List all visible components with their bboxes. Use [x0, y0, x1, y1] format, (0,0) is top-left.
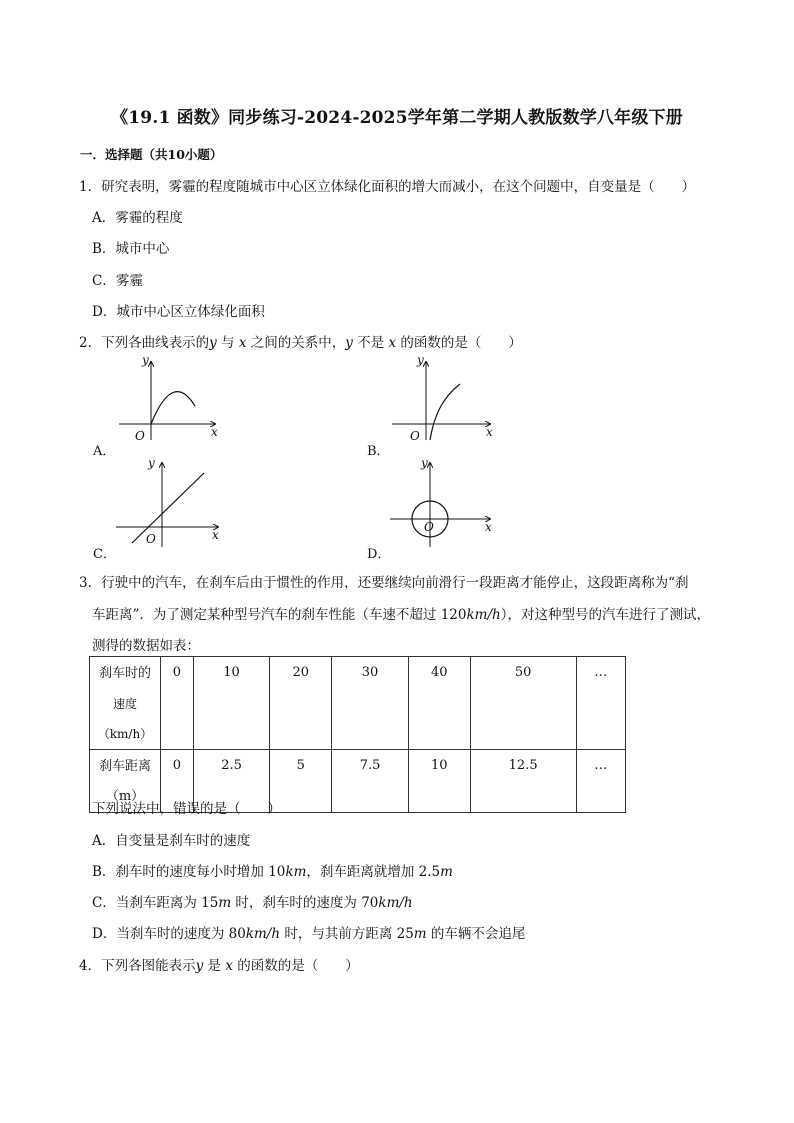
question-3-option-c[interactable]: C．当刹车距离为 15m 时，刹车时的速度为 70km/h: [92, 895, 413, 911]
graph-a-origin-label: O: [135, 429, 145, 443]
table-cell: …: [576, 750, 625, 813]
question-3-stem: 下列说法中，错误的是（ ）: [92, 801, 281, 817]
graph-d-circle: [388, 455, 498, 550]
graph-c-origin-label: O: [146, 532, 156, 546]
question-1-stem: 1．研究表明，雾霾的程度随城市中心区立体绿化面积的增大而减小，在这个问题中，自变量是（ ）: [79, 179, 696, 195]
graph-a-x-label: x: [211, 425, 218, 439]
question-1-option-b[interactable]: B．城市中心: [92, 241, 170, 257]
table-cell: 20: [270, 657, 332, 750]
graph-b-y-label: y: [417, 353, 424, 367]
graph-a-parabola: [115, 350, 225, 445]
question-1-option-a[interactable]: A．雾霾的程度: [92, 210, 183, 226]
table-cell: 0: [161, 750, 194, 813]
braking-data-table: [89, 656, 626, 813]
table-cell: 10: [193, 657, 270, 750]
table-cell: 2.5: [193, 750, 270, 813]
question-3-option-a[interactable]: A．自变量是刹车时的速度: [92, 833, 251, 849]
graph-d-label[interactable]: D．: [367, 547, 391, 562]
graph-c-y-label: y: [148, 456, 155, 470]
question-1-option-c[interactable]: C．雾霾: [92, 273, 143, 289]
table-cell: 7.5: [332, 750, 409, 813]
graph-c-x-label: x: [212, 528, 219, 542]
graph-b-sqrt-curve: [390, 350, 500, 445]
table-header-speed: 刹车时的 速度（km/h）: [90, 657, 161, 750]
table-cell: …: [576, 657, 625, 750]
question-3-option-d[interactable]: D．当刹车时的速度为 80km/h 时，与其前方距离 25m 的车辆不会追尾: [92, 926, 526, 942]
question-4-stem: 4．下列各图能表示y 是 x 的函数的是（ ）: [79, 958, 359, 974]
graph-b-curve: [430, 384, 460, 440]
table-cell: 5: [270, 750, 332, 813]
graph-c-straight-line: [132, 473, 204, 543]
graph-b-label[interactable]: B．: [367, 444, 390, 459]
graph-d-x-label: x: [485, 520, 492, 534]
graph-a-y-label: y: [142, 353, 149, 367]
table-cell: 50: [470, 657, 576, 750]
question-3-line-3: 测得的数据如表：: [92, 638, 200, 654]
question-1-option-d[interactable]: D．城市中心区立体绿化面积: [92, 304, 265, 320]
graph-c-label[interactable]: C．: [93, 547, 116, 562]
graph-b-origin-label: O: [410, 429, 420, 443]
question-2-stem: 2．下列各曲线表示的y 与 x 之间的关系中，y 不是 x 的函数的是（ ）: [79, 335, 522, 351]
graph-d-origin-label: O: [424, 520, 434, 534]
table-cell: 40: [408, 657, 470, 750]
question-3-line-1: 3．行驶中的汽车，在刹车后由于惯性的作用，还要继续向前滑行一段距离才能停止，这段距离称为“刹: [79, 575, 689, 591]
page-title: 《19.1 函数》同步练习-2024-2025学年第二学期人教版数学八年级下册: [111, 108, 683, 128]
graph-d-y-label: y: [421, 456, 428, 470]
question-3-option-b[interactable]: B．刹车时的速度每小时增加 10km，刹车距离就增加 2.5m: [92, 864, 453, 880]
graph-c-line: [112, 455, 227, 550]
table-cell: 10: [408, 750, 470, 813]
table-row: [90, 657, 626, 750]
table-cell: 12.5: [470, 750, 576, 813]
section-heading: 一．选择题（共10小题）: [80, 147, 223, 162]
graph-a-label[interactable]: A．: [93, 444, 116, 459]
table-cell: 30: [332, 657, 409, 750]
question-3-line-2: 车距离”．为了测定某种型号汽车的刹车性能（车速不超过 120km/h），对这种型号的汽车进行了测试，: [92, 607, 710, 623]
graph-a-curve: [151, 392, 195, 424]
table-header-distance: 刹车距离 （m）: [90, 750, 161, 813]
graph-b-x-label: x: [486, 425, 493, 439]
table-cell: 0: [161, 657, 194, 750]
